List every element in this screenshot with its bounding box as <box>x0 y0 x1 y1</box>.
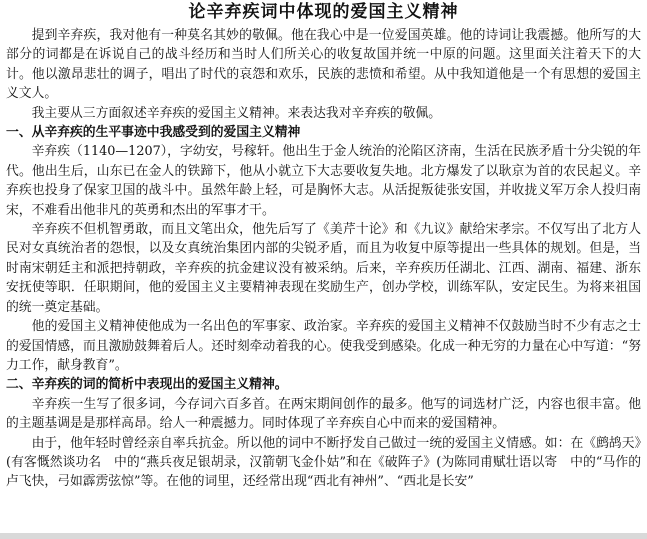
paragraph-poems-overview: 辛弃疾一生写了很多词，今存词六百多首。在两宋期间创作的最多。他写的词选材广泛，内容也很丰富。他的主题基调是是那样高昂。给人一种震撼力。同时体现了辛弃疾自心中而来的爱国精神。 <box>6 396 641 432</box>
section-heading-2: 二、辛弃疾的词的简析中表现出的爱国主义精神。 <box>6 377 288 393</box>
paragraph-intro: 提到辛弃疾，我对他有一种莫名其妙的敬佩。他在我心中是一位爱国英雄。他的诗词让我震撼。他所写的大部分的词都是在诉说自己的战斗经历和当时人们所关心的收复故国并统一中原的问题。这里面关注着天下的大计。他以激昂悲壮的调子，唱出了时代的哀怨和欢乐，民族的悲愤和希望。从中我知道他是一个有思想的爱国主义文人。 <box>6 28 641 102</box>
paragraph-influence: 他的爱国主义精神使他成为一名出色的军事家、政治家。辛弃疾的爱国主义精神不仅鼓励当时不少有志之士的爱国情感，而且激励鼓舞着后人。还时刻牵动着我的心。使我受到感染。化成一种无穷的力量在心中写道：“努力工作，献身教育”。 <box>6 319 641 373</box>
document-title: 论辛弃疾词中体现的爱国主义精神 <box>188 2 459 22</box>
paragraph-biography: 辛弃疾（1140—1207），字幼安，号稼轩。他出生于金人统治的沦陷区济南，生活在民族矛盾十分尖锐的年代。他出生后，山东已在金人的铁蹄下，他从小就立下大志要收复失地。北方爆发了以耿京为首的农民起义。辛弃疾也投身了保家卫国的战斗中。虽然年龄上轻，可是胸怀大志。从活捉叛徒张安国，并收拢义军万余人投归南宋，不难看出他非凡的英勇和杰出的军事才干。 <box>6 144 641 218</box>
paragraph-writings: 辛弃疾不但机智勇敢，而且文笔出众，他先后写了《美芹十论》和《九议》献给宋孝宗。不仅写出了北方人民对女真统治者的怨恨，以及女真统治集团内部的尖锐矛盾，而且为收复中原等提出一些具体的规划。但是，当时南宋朝廷主和派把持朝政，辛弃疾的抗金建议没有被采纳。后来，辛弃疾历任湖北、江西、湖南、福建、浙东安抚使等职．任职期间，他的爱国主义主要精神表现在奖励生产，创办学校，训练军队，安定民生。为将来祖国的统一奠定基础。 <box>6 222 641 315</box>
window-bottom-edge <box>0 533 647 539</box>
paragraph-thesis: 我主要从三方面叙述辛弃疾的爱国主义精神。来表达我对辛弃疾的敬佩。 <box>31 105 442 121</box>
section-heading-1: 一、从辛弃疾的生平事迹中我感受到的爱国主义精神 <box>6 125 301 141</box>
paragraph-poems-examples: 由于，他年轻时曾经亲自率兵抗金。所以他的词中不断抒发自己做过一统的爱国主义情感。如：在《鹧鸪天》(有客慨然谈功名 中的“燕兵夜足银胡录，汉箭朝飞金仆姑”和在《破阵子》(为陈同甫赋壮语以寄 中的“马作的卢飞快，弓如霹雳弦惊”等。在他的词里，还经常出现“西北有神州”、“西北是长安” <box>6 435 641 490</box>
